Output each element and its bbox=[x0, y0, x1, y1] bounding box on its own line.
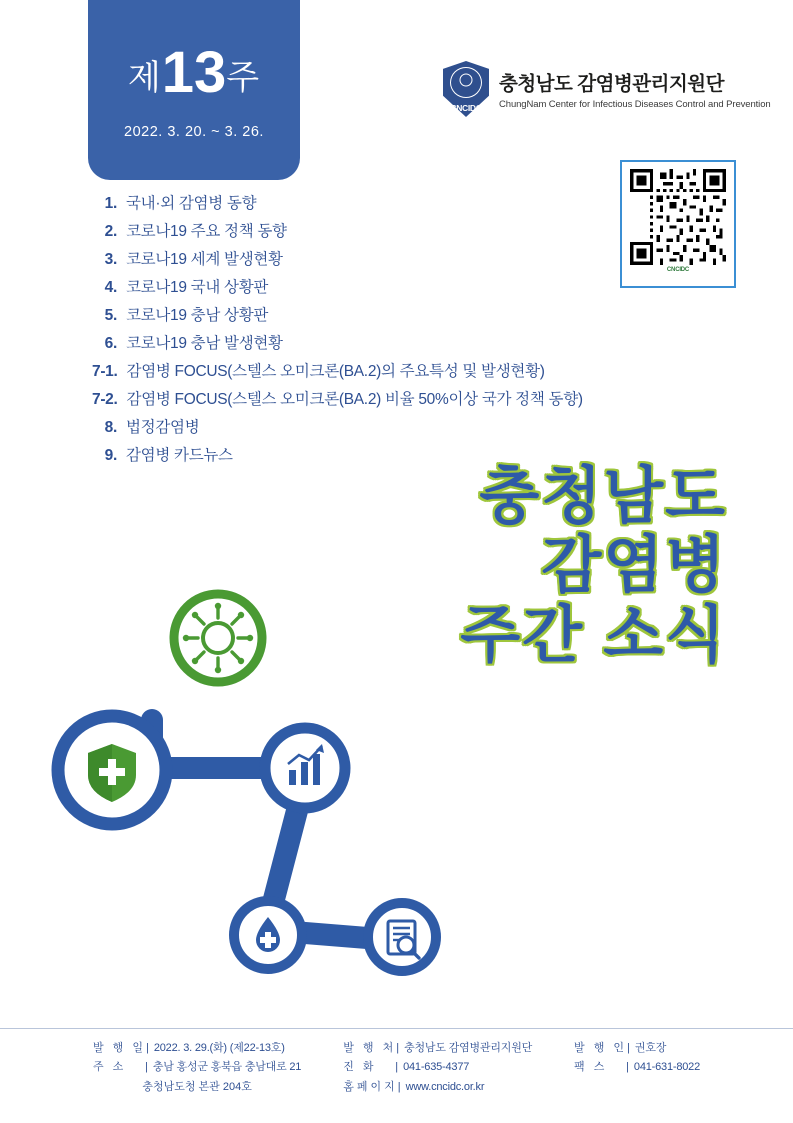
list-item-label: 법정감염병 bbox=[126, 419, 200, 436]
footer-row: 진 화 | 041-635-4377 bbox=[343, 1058, 532, 1077]
list-item-label: 감염병 카드뉴스 bbox=[126, 447, 233, 464]
footer-row: 발 행 인 | 권호장 bbox=[574, 1039, 700, 1058]
org-name-block bbox=[499, 68, 771, 110]
week-number: 13 bbox=[161, 40, 227, 105]
footer-row: 발 행 처 | 충청남도 감염병관리지원단 bbox=[343, 1039, 532, 1058]
footer bbox=[0, 1028, 793, 1108]
footer-column-publisher bbox=[343, 1039, 532, 1108]
shield-emblem-icon bbox=[443, 61, 489, 117]
page-title bbox=[460, 462, 727, 670]
network-graphic bbox=[40, 570, 460, 990]
page-title-line-3: 주간 소식 bbox=[460, 600, 727, 670]
shield-icon bbox=[58, 716, 166, 824]
footer-value: 041-635-4377 bbox=[403, 1061, 470, 1074]
footer-label: 팩 스 bbox=[574, 1061, 608, 1074]
list-item[interactable] bbox=[92, 252, 692, 268]
week-badge bbox=[88, 0, 300, 180]
org-mark-text: CNCIDC bbox=[450, 103, 482, 113]
list-item[interactable] bbox=[92, 336, 692, 352]
org-name-en: ChungNam Center for Infectious Diseases Control and Prevention bbox=[499, 99, 771, 110]
list-item-number: 2. bbox=[104, 223, 117, 240]
list-item[interactable] bbox=[92, 224, 692, 240]
list-item-number: 3. bbox=[104, 251, 117, 268]
report-search-icon bbox=[368, 903, 436, 971]
medical-drop-icon bbox=[234, 901, 302, 969]
list-item-number: 5. bbox=[104, 307, 117, 324]
qr-caption: CNCIDC bbox=[666, 267, 690, 273]
footer-value: 041-631-8022 bbox=[633, 1061, 701, 1074]
footer-row-website[interactable]: 홈페이지 | www.cncidc.or.kr bbox=[343, 1078, 532, 1097]
footer-website-value[interactable]: www.cncidc.or.kr bbox=[405, 1080, 485, 1093]
list-item-number: 8. bbox=[104, 419, 117, 436]
footer-value: 충남 홍성군 홍북읍 충남대로 21 bbox=[152, 1061, 302, 1074]
list-item-number: 7-1. bbox=[92, 363, 118, 380]
list-item[interactable] bbox=[92, 308, 692, 324]
footer-label: 발 행 처 bbox=[343, 1042, 397, 1054]
list-item-label: 감염병 FOCUS(스텔스 오미크론(BA.2) 비율 50%이상 국가 정책 동향) bbox=[126, 391, 583, 408]
footer-label: 진 화 bbox=[343, 1061, 377, 1074]
footer-row: 팩 스 | 041-631-8022 bbox=[574, 1058, 700, 1077]
footer-label: 발 행 일 bbox=[92, 1042, 146, 1054]
list-item[interactable] bbox=[92, 364, 692, 380]
footer-label: 홈페이지 bbox=[343, 1080, 398, 1093]
page-title-line-2: 감염병 bbox=[541, 531, 727, 601]
bar-chart-icon bbox=[265, 728, 345, 808]
list-item-label: 코로나19 주요 정책 동향 bbox=[126, 223, 287, 240]
footer-column-contact bbox=[574, 1039, 700, 1108]
week-suffix: 주 bbox=[226, 59, 261, 97]
list-item-number: 1. bbox=[104, 195, 117, 212]
list-item-number: 9. bbox=[104, 447, 117, 464]
footer-row: 주 소 | 충남 홍성군 홍북읍 충남대로 21 bbox=[93, 1058, 301, 1077]
footer-column-publication bbox=[93, 1039, 301, 1108]
list-item-label: 코로나19 충남 발생현황 bbox=[126, 335, 283, 352]
org-name-kr: 충청남도 감염병관리지원단 bbox=[499, 73, 724, 95]
contents-list bbox=[92, 196, 692, 476]
week-prefix: 제 bbox=[127, 59, 162, 97]
footer-label: 주 소 bbox=[92, 1061, 127, 1074]
list-item[interactable] bbox=[92, 280, 692, 296]
list-item-number: 6. bbox=[104, 335, 117, 352]
footer-value: 충청남도 감염병관리지원단 bbox=[404, 1042, 533, 1054]
list-item-number: 4. bbox=[104, 279, 117, 296]
list-item-number: 7-2. bbox=[92, 391, 118, 408]
list-item-label: 감염병 FOCUS(스텔스 오미크론(BA.2)의 주요특성 및 발생현황) bbox=[126, 363, 545, 380]
footer-value: 2022. 3. 29.(화) (제22-13호) bbox=[153, 1042, 285, 1054]
footer-row: 발 행 일 | 2022. 3. 29.(화) (제22-13호) bbox=[93, 1039, 301, 1058]
list-item-label: 코로나19 충남 상황판 bbox=[126, 307, 269, 324]
week-number-line bbox=[88, 40, 300, 105]
page-title-line-1: 충청남도 bbox=[479, 462, 727, 531]
list-item[interactable] bbox=[92, 196, 692, 212]
org-logo bbox=[443, 58, 771, 120]
footer-label: 발 행 인 bbox=[574, 1042, 628, 1054]
week-date-range: 2022. 3. 20. ~ 3. 26. bbox=[124, 124, 264, 140]
list-item-label: 코로나19 세계 발생현황 bbox=[126, 251, 283, 268]
virus-icon bbox=[174, 594, 262, 682]
footer-value: 권호장 bbox=[634, 1042, 667, 1054]
list-item-label: 국내·외 감염병 동향 bbox=[126, 195, 257, 212]
footer-address-line2: 충청남도청 본관 204호 bbox=[142, 1080, 252, 1093]
list-item[interactable] bbox=[92, 420, 692, 436]
list-item[interactable] bbox=[92, 392, 692, 408]
list-item-label: 코로나19 국내 상황판 bbox=[126, 279, 269, 296]
